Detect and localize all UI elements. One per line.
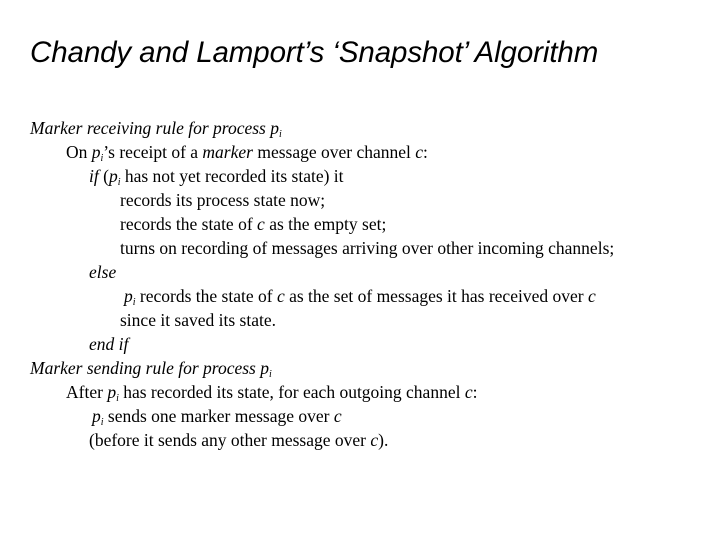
receiving-rule-trigger: On $p_i’s$ receipt of a marker message over channel c: [66,142,428,164]
sending-step-before-other: (before it sends any other message over c). [89,430,389,450]
sending-step-send-marker: $p_i$ sends one marker message over c [92,406,342,428]
receiving-end-if: end if [89,334,129,354]
receiving-step-turn-on-recording: turns on recording of messages arriving over other incoming channels; [120,238,615,258]
sending-rule-trigger: After $p_i$ has recorded its state, for each outgoing channel c: [66,382,478,404]
receiving-else-step-continued: since it saved its state. [120,310,277,330]
receiving-else: else [89,262,117,282]
receiving-else-step: $p_i$ records the state of c as the set of messages it has received over c [124,286,596,308]
sending-rule-heading: Marker sending rule for process $p_i$ [30,358,272,380]
receiving-if-condition: if ($p_i$ has not yet recorded its state) it [89,166,344,188]
slide-title: Chandy and Lamport’s ‘Snapshot’ Algorithm [30,36,599,69]
receiving-rule-heading: Marker receiving rule for process $p_i$ [30,118,282,140]
receiving-step-record-state: records its process state now; [120,190,326,210]
receiving-step-empty-set: records the state of c as the empty set; [120,214,387,234]
